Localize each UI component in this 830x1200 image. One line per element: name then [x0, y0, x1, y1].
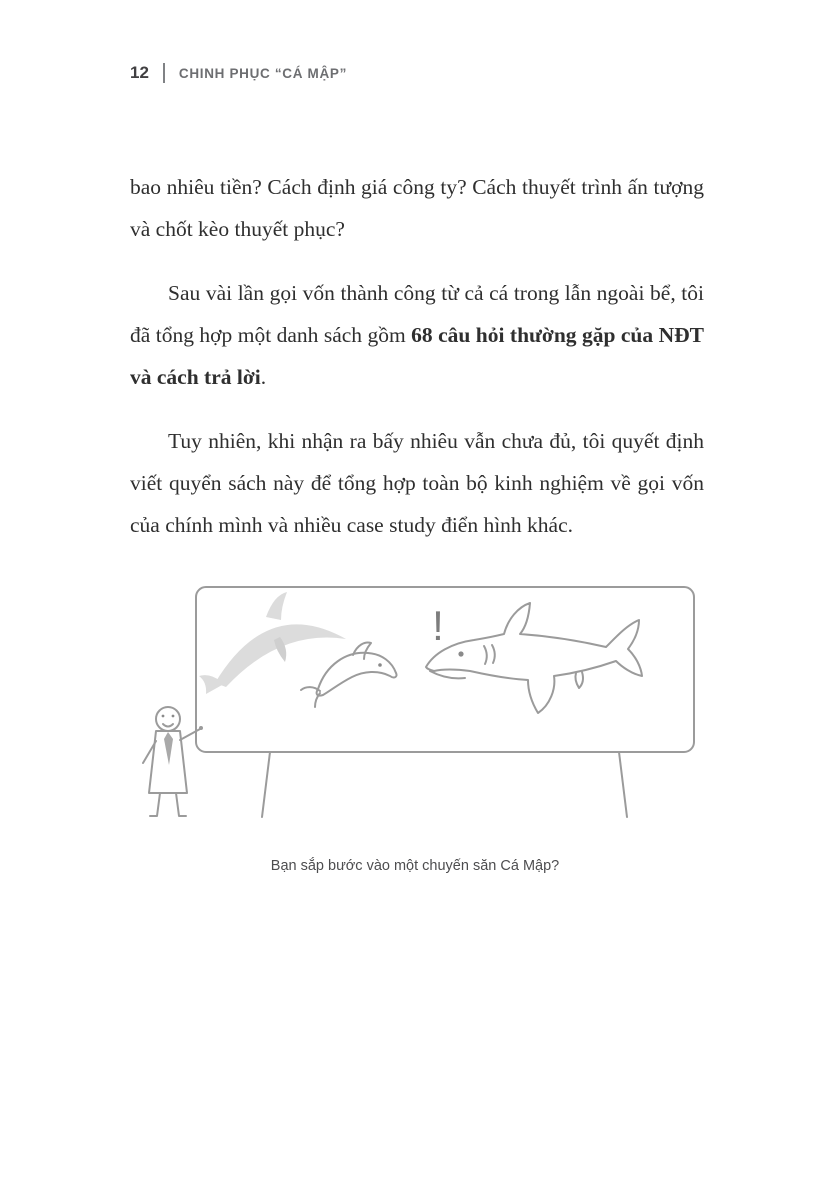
shark-presentation-drawing	[130, 583, 700, 838]
paragraph-text: Sau vài lần gọi vốn thành công từ cả cá trong lẫn ngoài bể, tôi đã tổng hợp một danh sách gồm	[130, 281, 704, 347]
small-dolphin-eye	[378, 663, 382, 667]
figure-leg-left	[150, 793, 160, 816]
page-number: 12	[130, 63, 149, 82]
paragraph-bold-text: 68 câu hỏi thường gặp của NĐT và cách trả lời	[130, 323, 704, 389]
figure-eye-left	[162, 715, 165, 718]
shark-eye	[458, 651, 463, 656]
stick-figure-presenter	[143, 707, 203, 816]
figure-leg-right	[176, 793, 186, 816]
board-leg-left	[262, 752, 270, 817]
figure-eye-right	[172, 715, 175, 718]
header-divider	[163, 63, 165, 83]
exclamation-mark: !	[432, 602, 444, 649]
paragraph-fundraising	[130, 272, 704, 398]
paragraph-continuation: bao nhiêu tiền? Cách định giá công ty? Cách thuyết trình ấn tượng và chốt kèo thuyết phục?	[130, 175, 704, 241]
illustration	[130, 583, 700, 874]
illustration-caption: Bạn sắp bước vào một chuyến săn Cá Mập?	[270, 858, 560, 874]
page-header	[130, 63, 347, 83]
board-leg-right	[619, 752, 627, 817]
paragraph-text-end: .	[260, 365, 267, 389]
body-text	[130, 166, 704, 568]
figure-hand	[199, 726, 203, 730]
running-head-title: CHINH PHỤC “CÁ MẬP”	[178, 65, 347, 81]
paragraph-motivation: Tuy nhiên, khi nhận ra bấy nhiêu vẫn chưa đủ, tôi quyết định viết quyển sách này để tổng hợp toàn bộ kinh nghiệm về gọi vốn của chính mình và nhiều case study điển hình khác.	[130, 429, 704, 537]
